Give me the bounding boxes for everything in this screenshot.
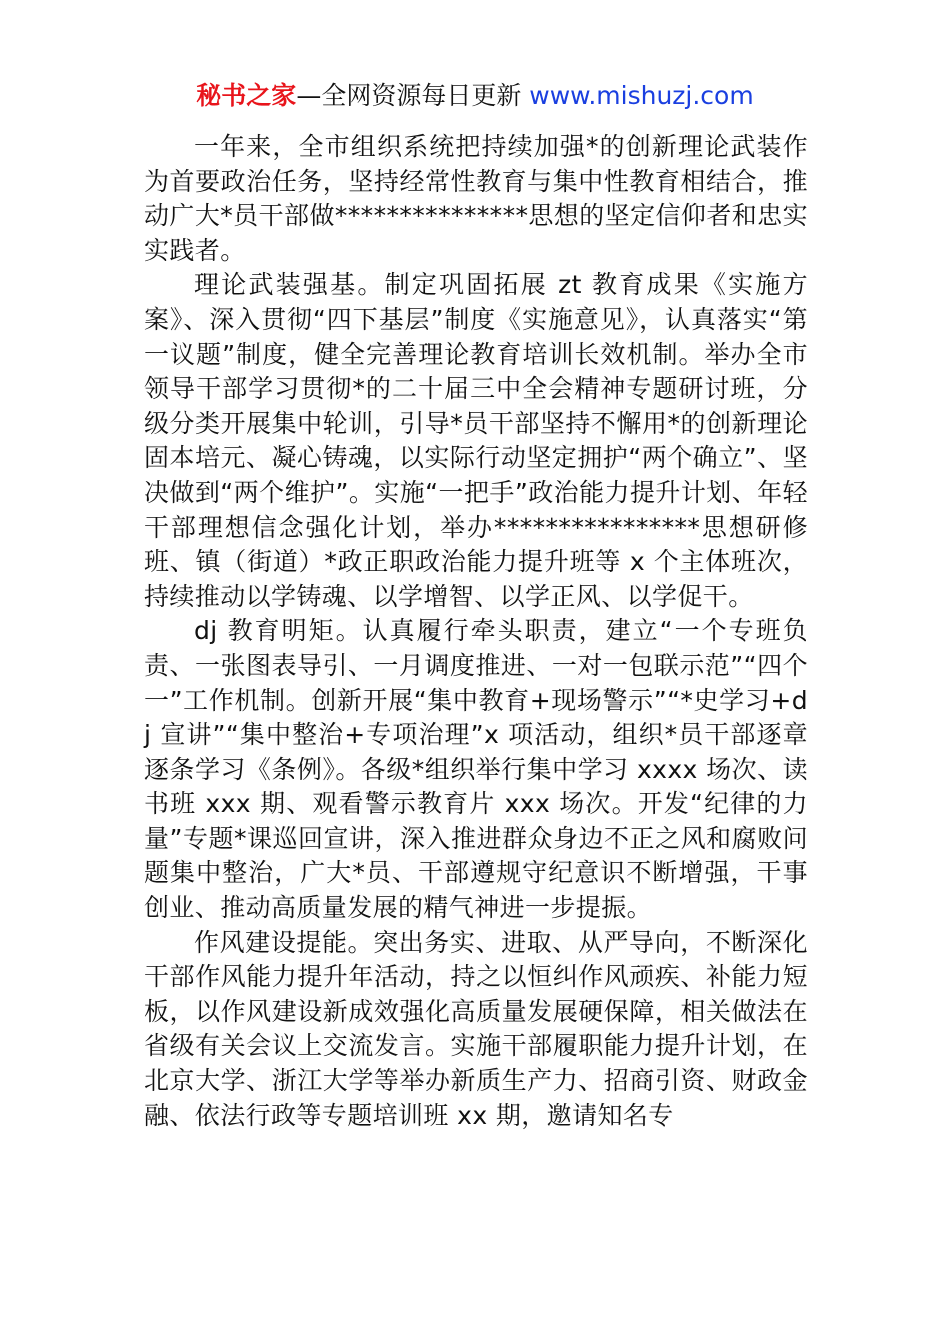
paragraph-education: dj 教育明矩。认真履行牵头职责，建立“一个专班负责、一张图表导引、一月调度推进、一对一包联示范”“四个一”工作机制。创新开展“集中教育+现场警示”“*史学习+dj 宣讲”“集中整治+专项治理”x 项活动，组织*员干部逐章逐条学习《条例》。各级*组织举行集中学习 xxxx 场次、读书班 xxx 期、观看警示教育片 xxx 场次。开发“纪律的力量”专题*课巡回宣讲，深入推进群众身边不正之风和腐败问题集中整治，广大*员、干部遵规守纪意识不断增强，干事创业、推动高质量发展的精气神进一步提振。: [144, 616, 808, 923]
paragraph-intro: 一年来，全市组织系统把持续加强*的创新理论武装作为首要政治任务，坚持经常性教育与集中性教育相结合，推动广大*员干部做***************思想的坚定信仰者和忠实实践者。: [144, 132, 808, 265]
paragraph-theory: 理论武装强基。制定巩固拓展 zt 教育成果《实施方案》、深入贯彻“四下基层”制度《实施意见》，认真落实“第一议题”制度，健全完善理论教育培训长效机制。举办全市领导干部学习贯彻*的二十届三中全会精神专题研讨班，分级分类开展集中轮训，引导*员干部坚持不懈用*的创新理论固本培元、凝心铸魂，以实际行动坚定拥护“两个确立”、坚决做到“两个维护”。实施“一把手”政治能力提升计划、年轻干部理想信念强化计划，举办****************思想研修班、镇（街道）*政正职政治能力提升班等 x 个主体班次，持续推动以学铸魂、以学增智、以学正风、以学促干。: [144, 270, 808, 611]
site-header: [0, 80, 950, 112]
site-url-link[interactable]: www.mishuzj.com: [529, 81, 754, 110]
site-tagline: —全网资源每日更新: [296, 81, 522, 110]
document-body: [144, 130, 808, 1133]
paragraph-style: 作风建设提能。突出务实、进取、从严导向，不断深化干部作风能力提升年活动，持之以恒纠作风顽疾、补能力短板，以作风建设新成效强化高质量发展硬保障，相关做法在省级有关会议上交流发言。实施干部履职能力提升计划，在北京大学、浙江大学等举办新质生产力、招商引资、财政金融、依法行政等专题培训班 xx 期，邀请知名专: [144, 927, 808, 1130]
site-brand[interactable]: 秘书之家: [196, 81, 297, 110]
